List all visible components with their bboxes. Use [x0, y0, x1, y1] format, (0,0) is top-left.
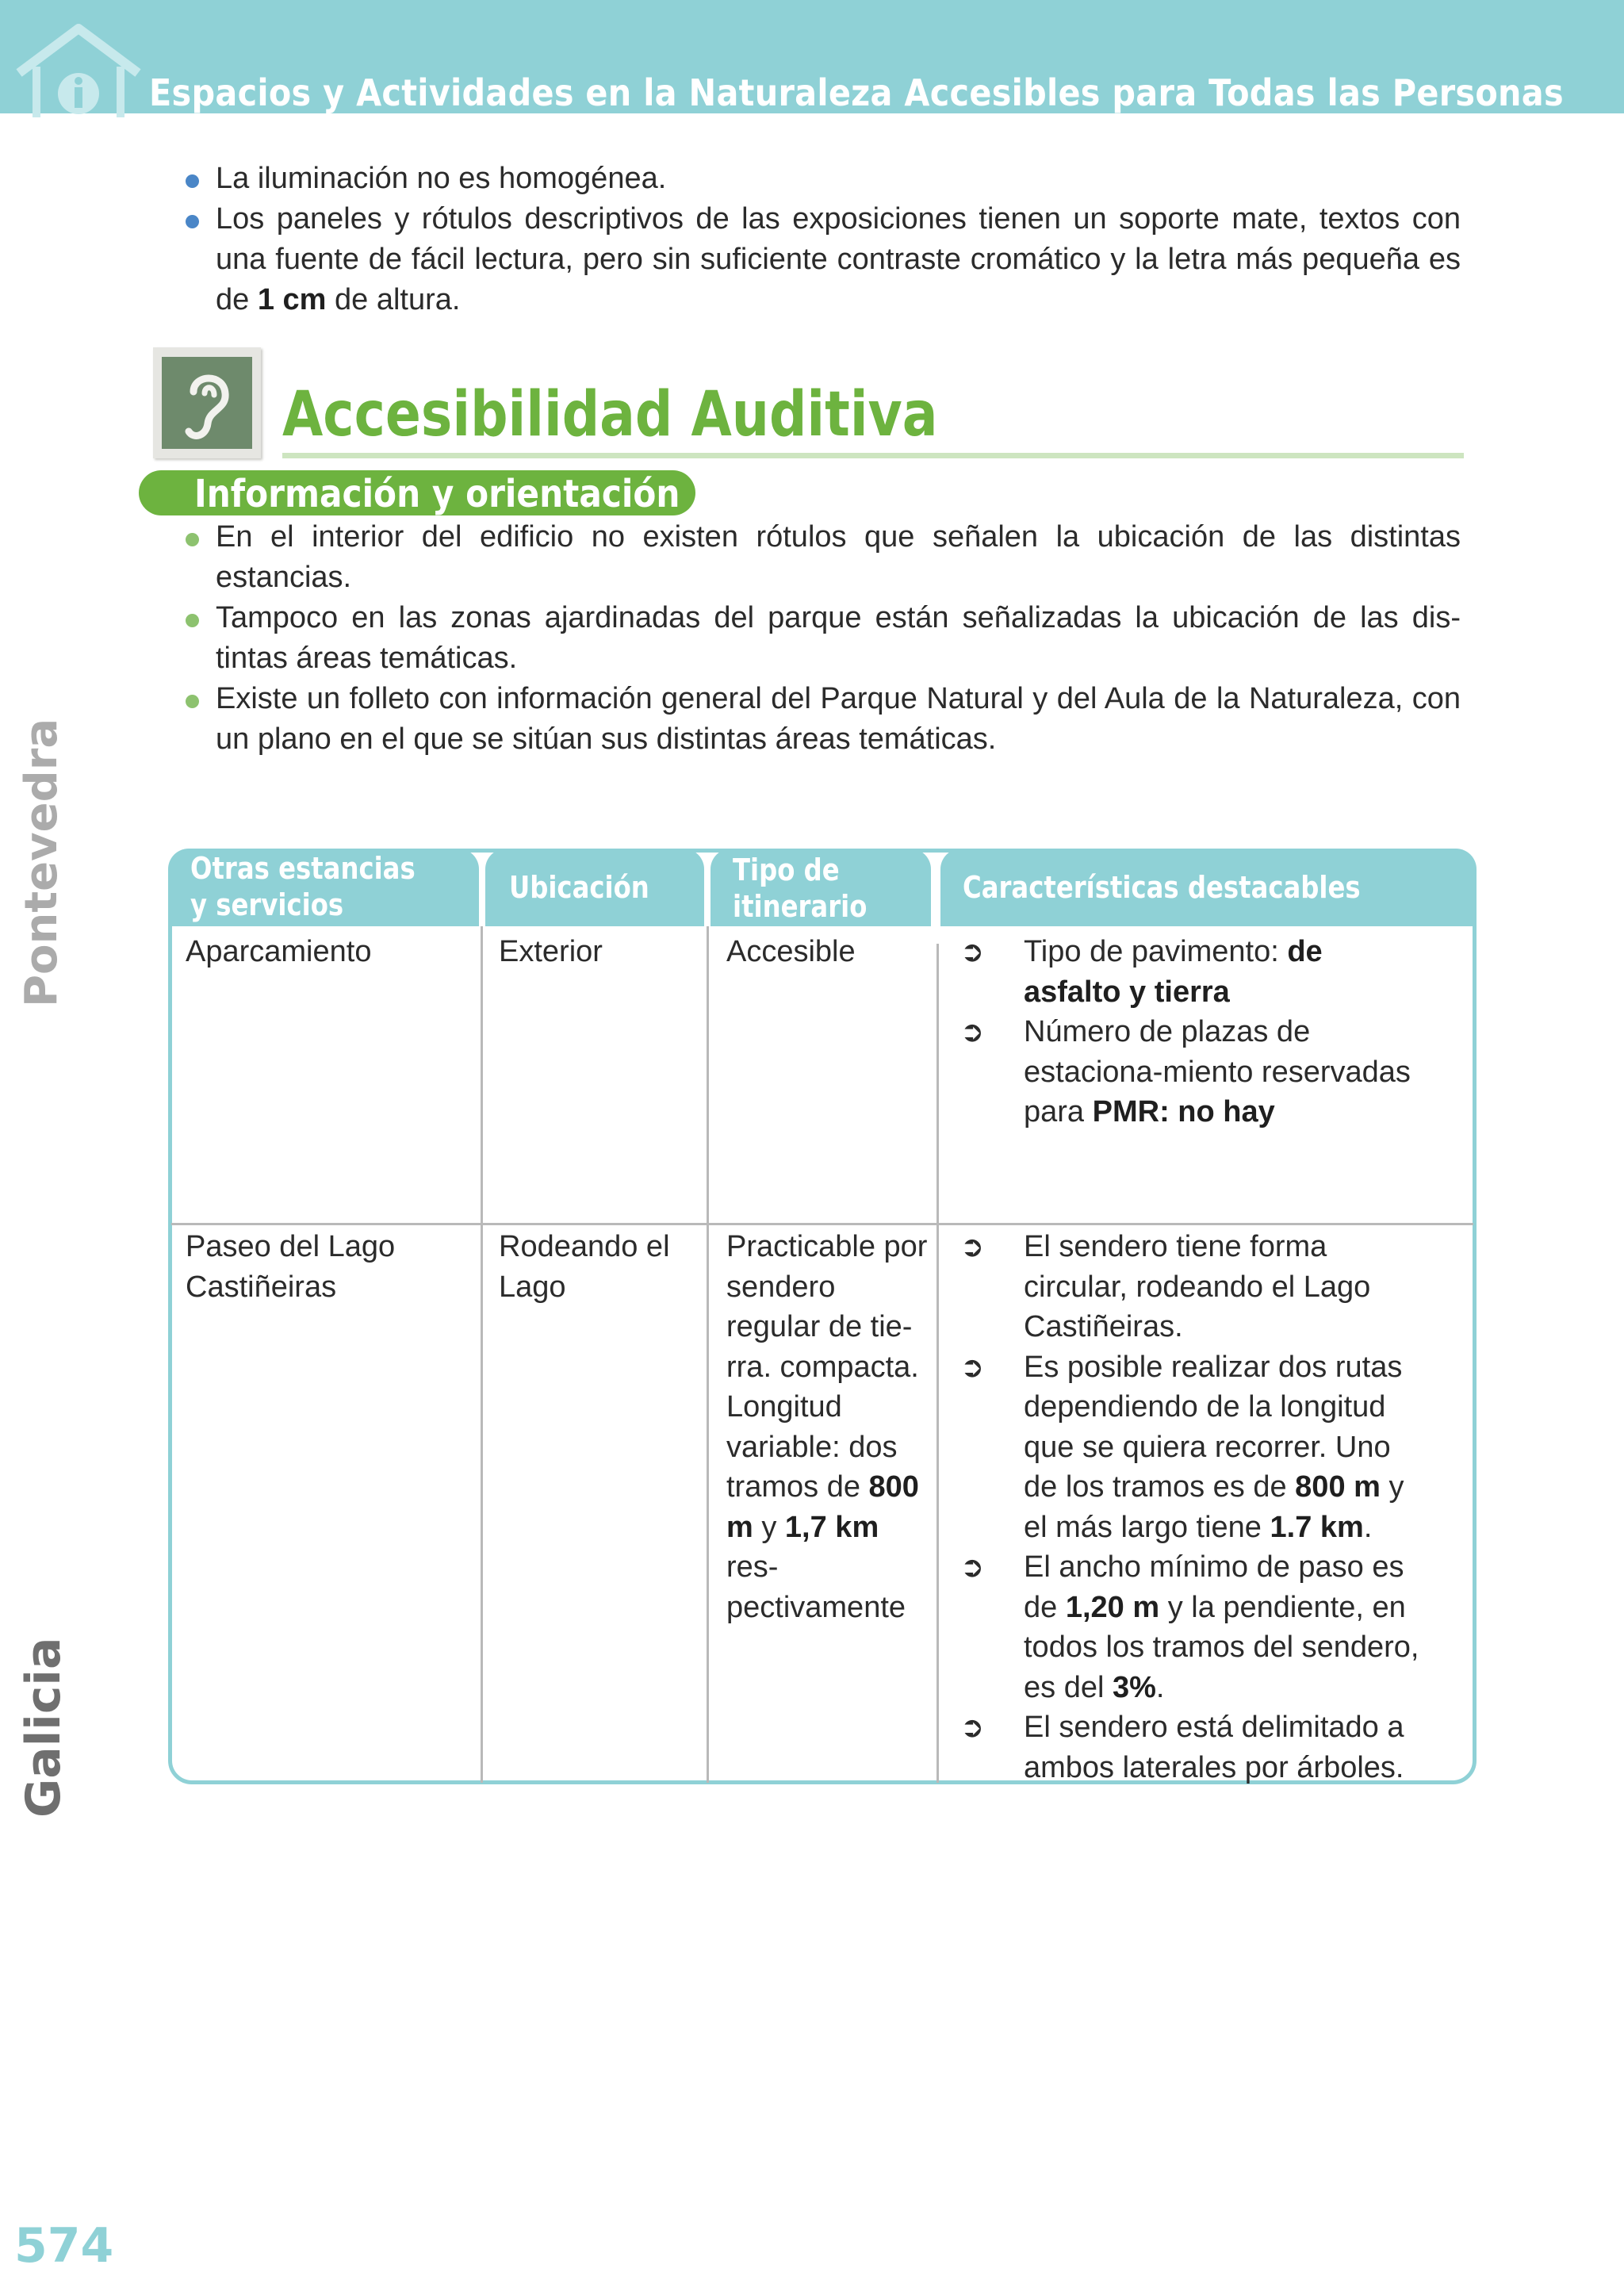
- bullet-dot-icon: [186, 533, 199, 546]
- house-info-icon: [14, 22, 143, 117]
- header-banner: [0, 0, 1624, 113]
- bullet-text: Existe un folleto con información general del Parque Natural y del Aula de la Naturaleza, con un plano en el que se sitúan sus distintas áreas temáticas.: [216, 682, 1461, 756]
- sidebar-region: Galicia: [16, 1637, 71, 1818]
- arrow-bullet-icon: ➲: [960, 1350, 985, 1383]
- subsection-title: Información y orientación: [194, 472, 680, 516]
- intro-bullet-list: [182, 159, 1461, 320]
- list-item: [182, 679, 1461, 760]
- arrow-bullet-icon: ➲: [960, 1711, 985, 1743]
- table-cell-estancia: Paseo del Lago Castiñeiras: [186, 1230, 396, 1304]
- bullet-text: En el interior del edificio no existen rótulos que señalen la ubicación de las distintas estancias.: [216, 520, 1461, 594]
- subsection-label: [139, 470, 695, 515]
- column-divider: [707, 926, 709, 1783]
- bullet-dot-icon: [186, 215, 199, 228]
- arrow-bullet-icon: ➲: [960, 1550, 985, 1583]
- list-item: [182, 517, 1461, 598]
- list-item: [182, 159, 1461, 199]
- arrow-bullet-icon: ➲: [960, 1015, 985, 1048]
- header-title: Espacios y Actividades en la Naturaleza Accesibles para Todas las Personas: [149, 71, 1564, 114]
- section-divider: [282, 453, 1464, 458]
- row-divider: [171, 1223, 1473, 1225]
- table-cell-features: [960, 1227, 1424, 1788]
- table-header-tipo: Tipo de itinerario: [710, 849, 931, 926]
- bullet-dot-icon: [186, 174, 199, 188]
- list-item: [182, 598, 1461, 679]
- table-cell-ubicacion: Rodeando el Lago: [499, 1230, 670, 1304]
- ear-icon: [162, 357, 252, 449]
- list-item: ➲ Es posible realizar dos rutas dependiendo de la longitud que se quiera recorrer. Uno de los tramos es de 800 m y el más largo tiene 1.7 km.: [960, 1347, 1424, 1548]
- list-item: ➲ El sendero tiene forma circular, rodeando el Lago Castiñeiras.: [960, 1227, 1424, 1347]
- page-number: 574: [14, 2218, 114, 2274]
- list-item: ➲ Número de plazas de estaciona-miento reservadas para PMR: no hay: [960, 1012, 1424, 1132]
- table-cell-features: [960, 932, 1424, 1132]
- bullet-text: Los paneles y rótulos descriptivos de las exposiciones tienen un soporte mate, textos con una fuente de fácil lectura, pero sin suficiente contraste cromático y la letra más pequeña es de 1 cm de altura.: [216, 202, 1461, 316]
- bullet-text: Tampoco en las zonas ajardinadas del parque están señalizadas la ubicación de las dis-tintas áreas temáticas.: [216, 601, 1461, 675]
- bullet-text: La iluminación no es homogénea.: [216, 162, 667, 195]
- section-bullet-list: [182, 517, 1461, 760]
- ear-icon-box: [153, 347, 261, 458]
- table-cell-ubicacion: Exterior: [499, 935, 603, 968]
- table-cell-tipo: Accesible: [726, 935, 856, 968]
- arrow-bullet-icon: ➲: [960, 1230, 985, 1263]
- table-cell-tipo: Practicable por sendero regular de tie-rra. compacta. Longitud variable: dos tramos de 800 m y 1,7 km res-pectivamente: [726, 1230, 928, 1624]
- section-title: Accesibilidad Auditiva: [282, 379, 938, 450]
- arrow-bullet-icon: ➲: [960, 935, 985, 968]
- bullet-dot-icon: [186, 614, 199, 627]
- table-header-caracteristicas: Características destacables: [940, 849, 1477, 926]
- table-cell-estancia: Aparcamiento: [186, 935, 372, 968]
- table-header-estancia: Otras estancias y servicios: [168, 849, 479, 926]
- bullet-dot-icon: [186, 695, 199, 708]
- list-item: [182, 199, 1461, 320]
- column-divider: [936, 944, 939, 1783]
- list-item: ➲ El sendero está delimitado a ambos laterales por árboles.: [960, 1707, 1424, 1788]
- sidebar-province: Pontevedra: [16, 718, 67, 1007]
- table-header-ubicacion: Ubicación: [485, 849, 704, 926]
- list-item: ➲ El ancho mínimo de paso es de 1,20 m y la pendiente, en todos los tramos del sendero, es del 3%.: [960, 1547, 1424, 1707]
- column-divider: [481, 926, 483, 1783]
- list-item: ➲ Tipo de pavimento: de asfalto y tierra: [960, 932, 1424, 1012]
